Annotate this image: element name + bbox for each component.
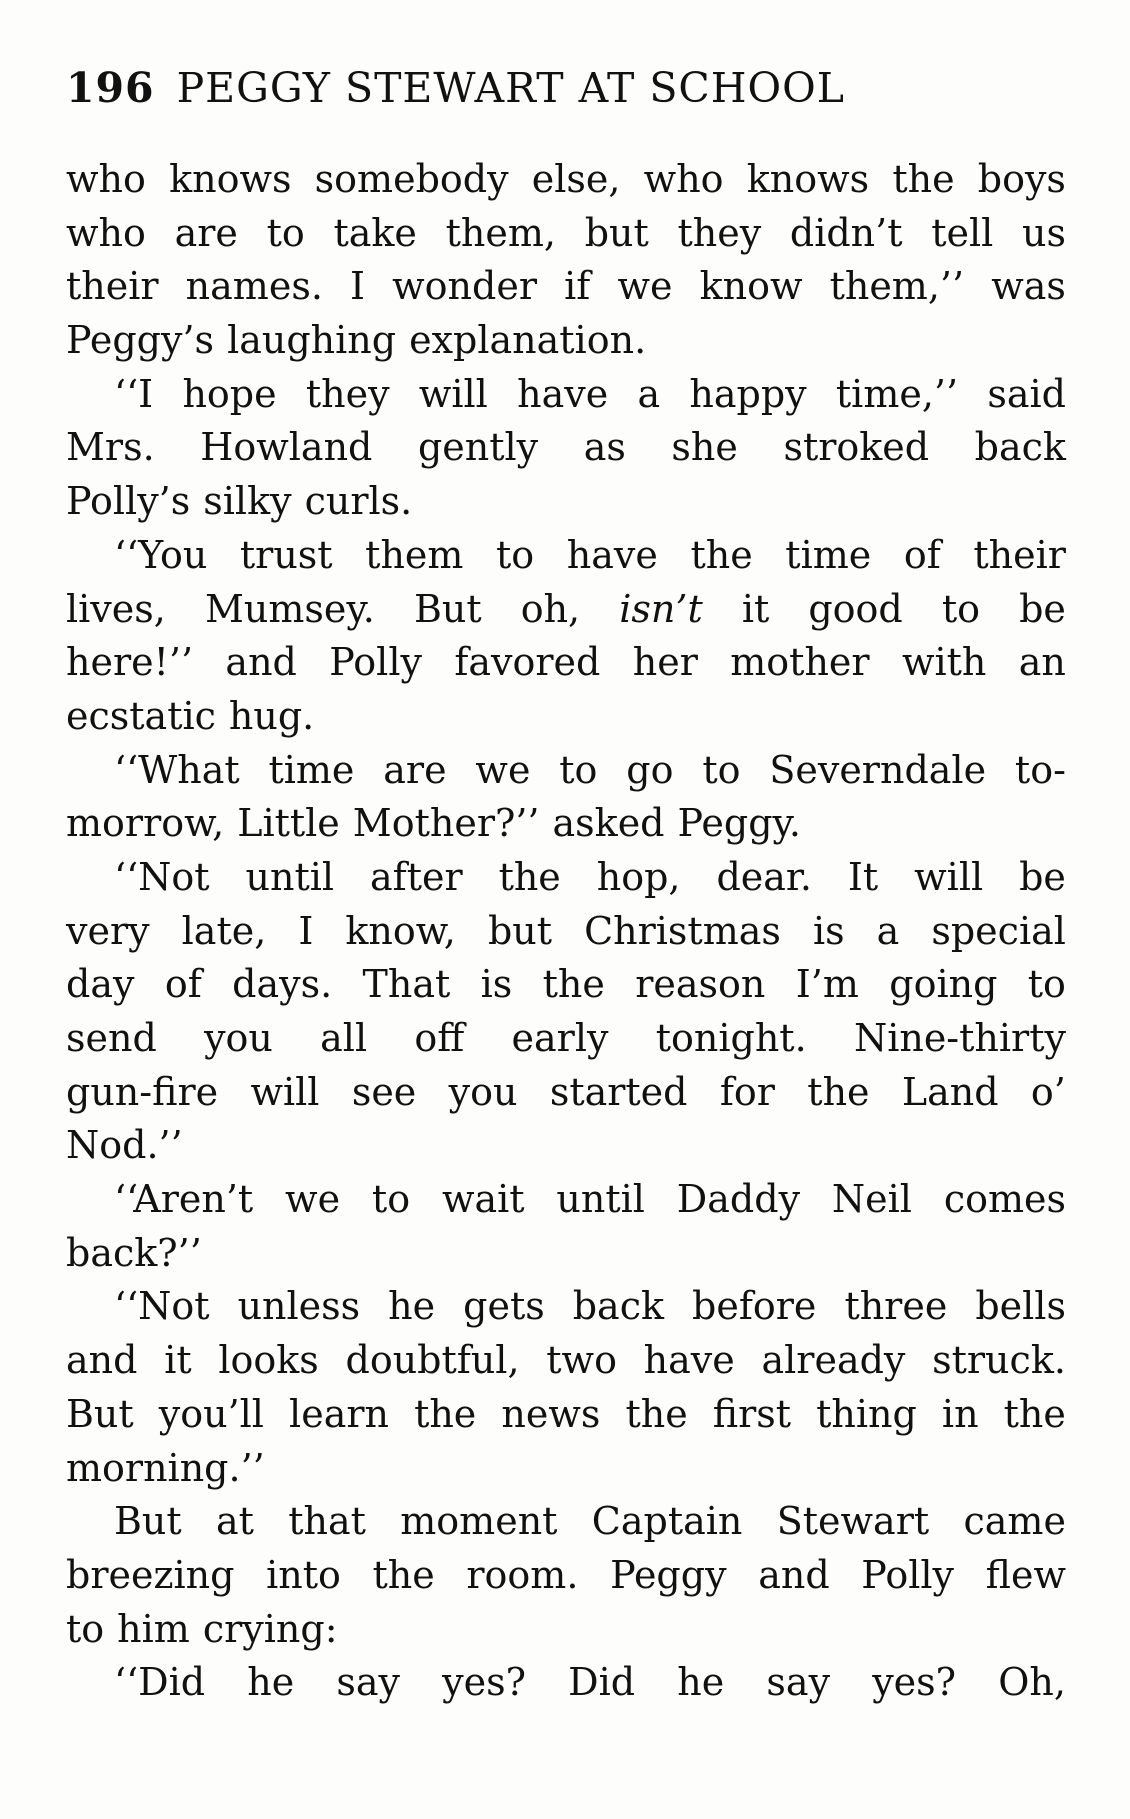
- text-line: ‘‘Not until after the hop, dear. It will be: [114, 854, 1066, 899]
- text-line: back?’’: [66, 1230, 202, 1275]
- text-line: morning.’’: [66, 1445, 265, 1490]
- text-line: ‘‘Did he say yes? Did he say yes? Oh,: [114, 1660, 1066, 1705]
- text-line: breezing into the room. Peggy and Polly flew: [66, 1552, 1066, 1597]
- running-title: PEGGY STEWART AT SCHOOL: [176, 64, 846, 112]
- text-line: and it looks doubtful, two have already struck.: [66, 1338, 1066, 1383]
- text-line: here!’’ and Polly favored her mother with an: [66, 640, 1066, 685]
- page-number: 196: [66, 64, 155, 112]
- text-line: their names. I wonder if we know them,’’ was: [66, 264, 1066, 309]
- text-line: ‘‘Aren’t we to wait until Daddy Neil comes: [114, 1177, 1066, 1222]
- text-line: Nod.’’: [66, 1123, 183, 1168]
- text-line: ‘‘I hope they will have a happy time,’’ said: [114, 371, 1066, 416]
- text-line: ecstatic hug.: [66, 693, 315, 738]
- text-line: ‘‘What time are we to go to Severndale to-: [114, 747, 1066, 792]
- running-head: [66, 58, 1066, 118]
- text-line: day of days. That is the reason I’m going to: [66, 962, 1066, 1007]
- text-line: who are to take them, but they didn’t tell us: [66, 210, 1066, 255]
- text-line: lives, Mumsey. But oh, isn’t it good to be: [66, 586, 1066, 631]
- text-line: Peggy’s laughing explanation.: [66, 318, 647, 363]
- text-line: who knows somebody else, who knows the boys: [66, 157, 1066, 201]
- text-line: Polly’s silky curls.: [66, 479, 413, 524]
- text-line: ‘‘Not unless he gets back before three bells: [114, 1284, 1066, 1329]
- text-line: But at that moment Captain Stewart came: [114, 1499, 1066, 1544]
- text-line: Mrs. Howland gently as she stroked back: [66, 425, 1066, 470]
- text-line: morrow, Little Mother?’’ asked Peggy.: [66, 801, 802, 846]
- text-line: send you all off early tonight. Nine-thirty: [66, 1016, 1066, 1060]
- text-line: very late, I know, but Christmas is a special: [66, 908, 1066, 953]
- body-text: [66, 153, 1066, 1710]
- text-line: But you’ll learn the news the first thing in the: [66, 1391, 1066, 1436]
- text-line: gun-fire will see you started for the Land o’: [66, 1069, 1066, 1114]
- text-line: ‘‘You trust them to have the time of their: [114, 532, 1066, 577]
- text-line: to him crying:: [66, 1606, 338, 1651]
